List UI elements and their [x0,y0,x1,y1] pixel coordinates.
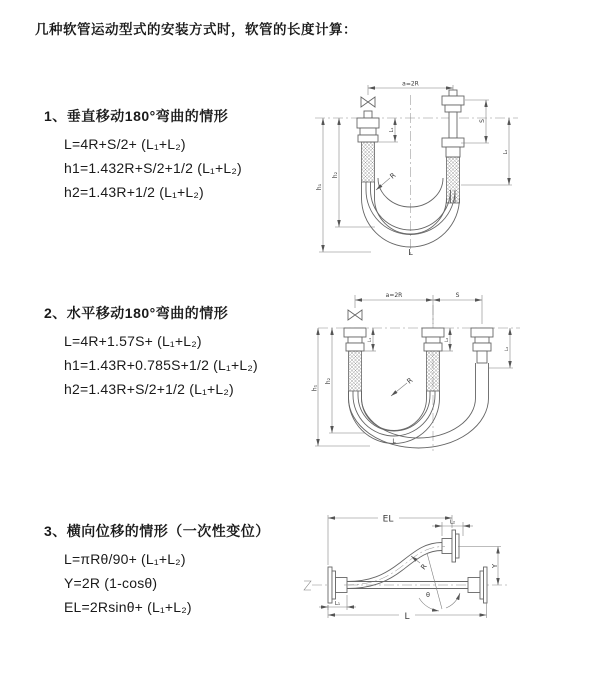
braided-hose-section [362,142,375,182]
formula-h1: h1=1.43R+0.785S+1/2 (L₁+L₂) [64,357,258,373]
dimension-l [328,603,487,622]
dimension-l2 [461,118,512,185]
dimension-a2r [355,292,482,324]
dim-label-a2r: a=2R [385,292,403,299]
dim-label-s: S [479,119,486,123]
diagram-vertical-180-bend [313,75,598,260]
radius-leader [391,376,415,396]
braided-hose-section [349,351,362,391]
dim-label-l2: L₂ [505,346,510,352]
dimension-l1 [379,118,398,142]
dim-label-r: R [419,562,429,572]
braided-hose-section [427,351,440,391]
dim-label-h1: h₁ [311,384,319,392]
dim-label-l2: L₂ [503,149,509,155]
dim-label-h1: h₁ [316,183,323,191]
section-vertical-180 [44,106,324,204]
dim-label-r: R [405,376,415,386]
right-flange-displaced [442,530,459,562]
dim-label-y: Y [491,563,499,569]
section-lateral-displacement [44,521,324,619]
formula-h2: h2=1.43R+S/2+1/2 (L₁+L₂) [64,381,234,397]
dim-label-el: EL [382,514,394,525]
dim-label-l: L [404,612,410,622]
dim-label-l2: L₂ [445,337,450,343]
diagram-horizontal-180-bend [310,283,600,453]
radius-leader [376,171,398,190]
right-flange-original [468,567,487,603]
dimension-l1 [319,595,356,610]
dim-label-l2: L₂ [449,519,456,526]
formula-h1: h1=1.432R+S/2+1/2 (L₁+L₂) [64,160,242,176]
right-fitting [442,90,464,203]
valve-icon [348,310,362,320]
dim-label-l: L [408,248,413,257]
dim-label-l1: L₁ [368,337,373,343]
left-fitting [357,111,379,182]
dimension-s [433,292,482,300]
dim-label-h2: h₂ [332,171,339,179]
dimension-el [328,515,452,566]
formula-y: Y=2R (1-cosθ) [64,575,158,591]
section-2-heading: 2、水平移动180°弯曲的情形 [44,305,229,321]
section-1-heading: 1、垂直移动180°弯曲的情形 [44,108,229,124]
dim-label-l1: L₁ [334,601,341,607]
dim-label-l1: L₁ [389,127,395,133]
centerline-break-icon [304,581,311,590]
valve-icon [361,97,375,107]
dim-label-a2r: a=2R [402,80,419,88]
braided-hose-section [447,157,460,203]
diagram-lateral-displacement [300,505,600,660]
section-3-heading: 3、横向位移的情形（一次性变位） [44,523,270,539]
middle-fitting [422,328,444,391]
dim-label-h2: h₂ [325,377,332,385]
formula-h2: h2=1.43R+1/2 (L₁+L₂) [64,184,204,200]
dim-label-l: L [392,438,396,445]
formula-l: L=πRθ/90+ (L₁+L₂) [64,551,186,567]
dim-label-r: R [388,171,398,181]
formula-el: EL=2Rsinθ+ (L₁+L₂) [64,599,192,615]
formula-l: L=4R+1.57S+ (L₁+L₂) [64,333,202,349]
radius-leader [411,556,429,571]
section-horizontal-180 [44,303,324,401]
left-fitting [344,328,366,391]
dim-label-s: S [455,292,460,299]
page-title: 几种软管运动型式的安装方式时，软管的长度计算： [35,22,357,37]
dim-label-theta: θ [426,591,430,599]
u-bend-hose [349,363,489,448]
dimension-a2r [368,81,453,96]
dimension-s [461,100,489,143]
displaced-fitting [471,328,493,363]
formula-l: L=4R+S/2+ (L₁+L₂) [64,136,186,152]
